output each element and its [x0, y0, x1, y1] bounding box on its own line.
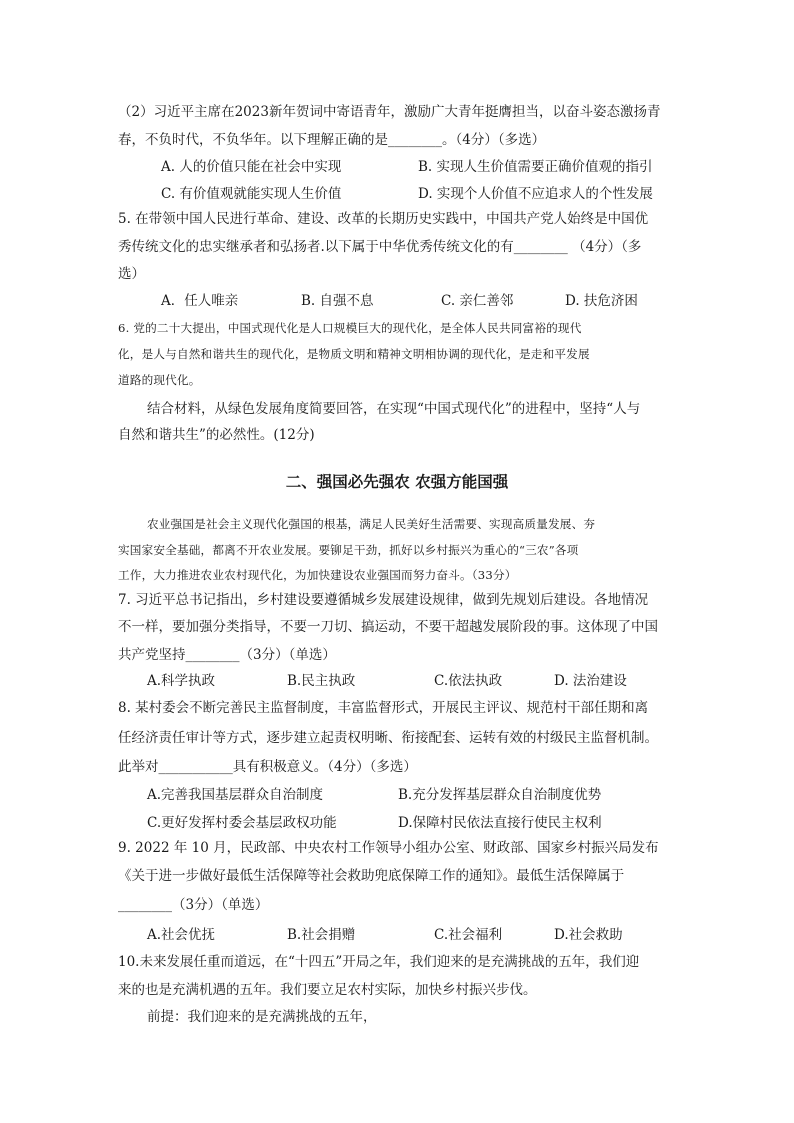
- q6-question-line1: 结合材料，从绿色发展角度简要回答，在实现“中国式现代化”的进程中，坚持“人与: [147, 401, 641, 417]
- q6-material-line2: 化，是人与自然和谐共生的现代化，是物质文明和精神文明相协调的现代化，是走和平发展: [118, 347, 590, 361]
- q10-stem-line1: 10.未来发展任重而道远，在“十四五”开局之年，我们迎来的是充满挑战的五年，我们迎: [118, 954, 640, 970]
- q4-2-option-b: B. 实现人生价值需要正确价值观的指引: [418, 159, 653, 175]
- q7-stem-line1: 7. 习近平总书记指出，乡村建设要遵循城乡发展建设规律，做到先规划后建设。各地情况: [118, 592, 649, 608]
- q9-option-d: D.社会救助: [554, 927, 623, 943]
- q6-material-line1: 6. 党的二十大提出，中国式现代化是人口规模巨大的现代化，是全体人民共同富裕的现代: [118, 321, 582, 335]
- q7-option-c: C.依法执政: [434, 673, 503, 689]
- q4-2-stem-line1: （2）习近平主席在2023新年贺词中寄语青年，激励广大青年挺膺担当，以奋斗姿态激扬青: [118, 104, 661, 120]
- q6-material-line3: 道路的现代化。: [118, 373, 201, 387]
- q10-stem-line2: 来的也是充满机遇的五年。我们要立足农村实际，加快乡村振兴步伐。: [118, 982, 537, 998]
- q7-option-b: B.民主执政: [287, 673, 356, 689]
- q5-option-b: B. 自强不息: [301, 293, 374, 309]
- q7-option-a: A.科学执政: [147, 673, 216, 689]
- q8-stem-line3: 此举对___________具有积极意义。（4分）（多选）: [118, 759, 417, 775]
- q9-stem-line1: 9. 2022 年 10 月，民政部、中央农村工作领导小组办公室、财政部、国家乡村振兴局发布: [118, 840, 659, 856]
- q8-option-d: D.保障村民依法直接行使民主权利: [398, 815, 602, 831]
- section-heading: 二、强国必先强农 农强方能国强: [285, 473, 509, 491]
- q7-stem-line3: 共产党坚持________（3分）（单选）: [118, 647, 336, 663]
- q9-option-b: B.社会捐赠: [287, 927, 356, 943]
- section-intro-line1: 农业强国是社会主义现代化强国的根基，满足人民美好生活需要、实现高质量发展、夯: [147, 517, 596, 531]
- q8-option-c: C.更好发挥村委会基层政权功能: [147, 815, 337, 831]
- section-intro-line3: 工作，大力推进农业农村现代化，为加快建设农业强国而努力奋斗。（33分）: [118, 568, 517, 582]
- q8-stem-line2: 任经济责任审计等方式，逐步建立起责权明晰、衔接配套、运转有效的村级民主监督机制。: [118, 730, 658, 746]
- q8-option-a: A.完善我国基层群众自治制度: [147, 787, 324, 803]
- q9-stem-line2: 《关于进一步做好最低生活保障等社会救助兜底保障工作的通知》。最低生活保障属于: [118, 868, 625, 884]
- q5-option-c: C. 亲仁善邻: [441, 293, 514, 309]
- section-intro-line2: 实国家安全基础，都离不开农业发展。要铆足干劲，抓好以乡村振兴为重心的“三农”各项: [118, 543, 579, 557]
- q5-stem-line2: 秀传统文化的忠实继承者和弘扬者.以下属于中华优秀传统文化的有________ （4分）（多: [118, 239, 642, 255]
- q4-2-option-c: C. 有价值观就能实现人生价值: [161, 186, 342, 202]
- q4-2-option-d: D. 实现个人价值不应追求人的个性发展: [418, 186, 653, 202]
- q9-option-c: C.社会福利: [434, 927, 503, 943]
- q8-option-b: B.充分发挥基层群众自治制度优势: [398, 787, 602, 803]
- q7-stem-line2: 不一样，要加强分类指导，不要一刀切、搞运动，不要干超越发展阶段的事。这体现了中国: [118, 619, 658, 635]
- q5-option-d: D. 扶危济困: [565, 293, 638, 309]
- q5-stem-line3: 选）: [118, 266, 145, 282]
- q10-premise-line: 前提：我们迎来的是充满挑战的五年，: [147, 1009, 377, 1025]
- q4-2-stem-line2: 春，不负时代，不负华年。以下理解正确的是________。（4分）（多选）: [118, 132, 546, 148]
- q6-question-line2: 自然和谐共生”的必然性。(12分): [118, 427, 315, 443]
- q9-stem-line3: ________（3分）（单选）: [118, 897, 269, 913]
- q8-stem-line1: 8. 某村委会不断完善民主监督制度，丰富监督形式，开展民主评议、规范村干部任期和离: [118, 700, 649, 716]
- q5-option-a: A．任人唯亲: [161, 293, 239, 309]
- q5-stem-line1: 5. 在带领中国人民进行革命、建设、改革的长期历史实践中，中国共产党人始终是中国优: [118, 211, 649, 227]
- q7-option-d: D. 法治建设: [554, 673, 627, 689]
- q9-option-a: A.社会优抚: [147, 927, 216, 943]
- q4-2-option-a: A. 人的价值只能在社会中实现: [161, 159, 342, 175]
